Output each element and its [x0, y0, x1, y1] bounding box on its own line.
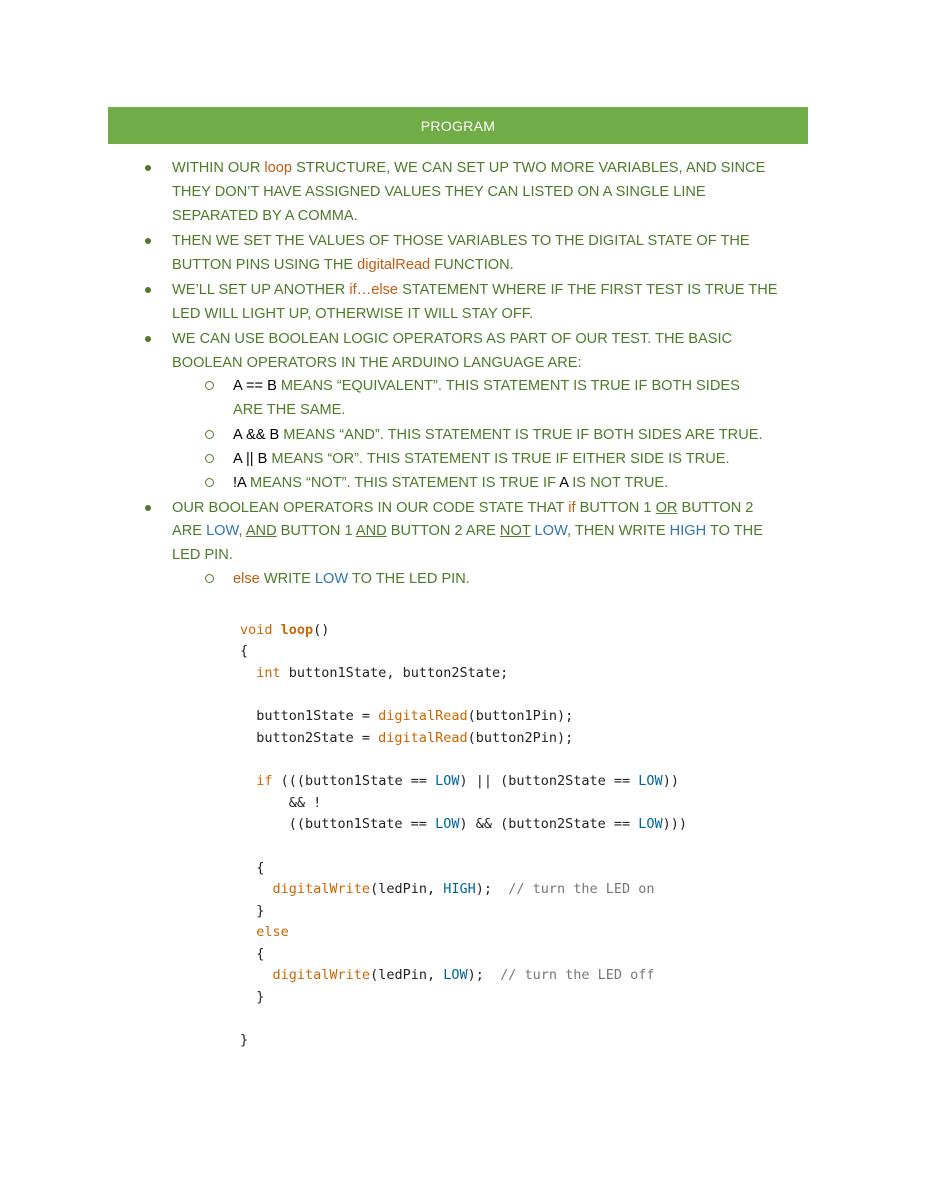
- list-item-line: LED WILL LIGHT UP, OTHERWISE IT WILL STAY OFF.: [172, 306, 534, 322]
- bullet-icon: [143, 163, 153, 173]
- code-line: int button1State, button2State;: [256, 665, 509, 681]
- circle-bullet-icon: [205, 574, 214, 583]
- sub-list-item-line: ARE THE SAME.: [233, 402, 346, 418]
- code-line: else: [240, 924, 289, 940]
- code-line: digitalWrite(ledPin, LOW); // turn the LED off: [272, 967, 655, 983]
- code-line: }: [240, 903, 265, 919]
- list-item-line: LED PIN.: [172, 547, 233, 563]
- list-item: OUR BOOLEAN OPERATORS IN OUR CODE STATE THAT if BUTTON 1 OR BUTTON 2: [172, 500, 754, 516]
- list-item-line: BUTTON PINS USING THE digitalRead FUNCTION.: [172, 257, 514, 273]
- bullet-icon: [143, 334, 153, 344]
- code-line: digitalWrite(ledPin, HIGH); // turn the LED on: [272, 881, 655, 897]
- code-line: button2State = digitalRead(button2Pin);: [240, 730, 574, 746]
- code-line: && !: [240, 795, 322, 811]
- circle-bullet-icon: [205, 478, 214, 487]
- list-item-line: BOOLEAN OPERATORS IN THE ARDUINO LANGUAGE ARE:: [172, 355, 582, 371]
- bullet-icon: [143, 285, 153, 295]
- sub-list-item: A || B MEANS “OR”. THIS STATEMENT IS TRUE IF EITHER SIDE IS TRUE.: [233, 451, 730, 467]
- code-line: button1State = digitalRead(button1Pin);: [240, 708, 574, 724]
- list-item-line: ARE LOW, AND BUTTON 1 AND BUTTON 2 ARE NOT LOW, THEN WRITE HIGH TO THE: [172, 523, 763, 539]
- list-item: WITHIN OUR loop STRUCTURE, WE CAN SET UP TWO MORE VARIABLES, AND SINCE: [172, 160, 766, 176]
- bullet-icon: [143, 503, 153, 513]
- sub-list-item: else WRITE LOW TO THE LED PIN.: [233, 571, 470, 587]
- code-line: if (((button1State == LOW) || (button2State == LOW)): [256, 773, 679, 789]
- code-line: void loop(): [240, 622, 330, 638]
- list-item: THEN WE SET THE VALUES OF THOSE VARIABLES TO THE DIGITAL STATE OF THE: [172, 233, 750, 249]
- list-item: WE CAN USE BOOLEAN LOGIC OPERATORS AS PART OF OUR TEST. THE BASIC: [172, 331, 733, 347]
- list-item-line: SEPARATED BY A COMMA.: [172, 208, 358, 224]
- section-banner: [108, 107, 808, 144]
- code-line: {: [240, 643, 249, 659]
- circle-bullet-icon: [205, 454, 214, 463]
- banner-title: PROGRAM: [420, 117, 496, 134]
- list-item-line: THEY DON’T HAVE ASSIGNED VALUES THEY CAN LISTED ON A SINGLE LINE: [172, 184, 706, 200]
- sub-list-item: A == B MEANS “EQUIVALENT”. THIS STATEMENT IS TRUE IF BOTH SIDES: [233, 378, 740, 394]
- code-line: ((button1State == LOW) && (button2State == LOW))): [240, 816, 688, 832]
- code-line: {: [240, 860, 265, 876]
- circle-bullet-icon: [205, 381, 214, 390]
- circle-bullet-icon: [205, 430, 214, 439]
- bullet-icon: [143, 236, 153, 246]
- sub-list-item: !A MEANS “NOT”. THIS STATEMENT IS TRUE IF A IS NOT TRUE.: [233, 475, 669, 491]
- list-item: WE’LL SET UP ANOTHER if…else STATEMENT WHERE IF THE FIRST TEST IS TRUE THE: [172, 282, 778, 298]
- code-line: }: [240, 989, 265, 1005]
- code-line: {: [240, 946, 265, 962]
- sub-list-item: A && B MEANS “AND”. THIS STATEMENT IS TRUE IF BOTH SIDES ARE TRUE.: [233, 427, 763, 443]
- code-line: }: [240, 1032, 249, 1048]
